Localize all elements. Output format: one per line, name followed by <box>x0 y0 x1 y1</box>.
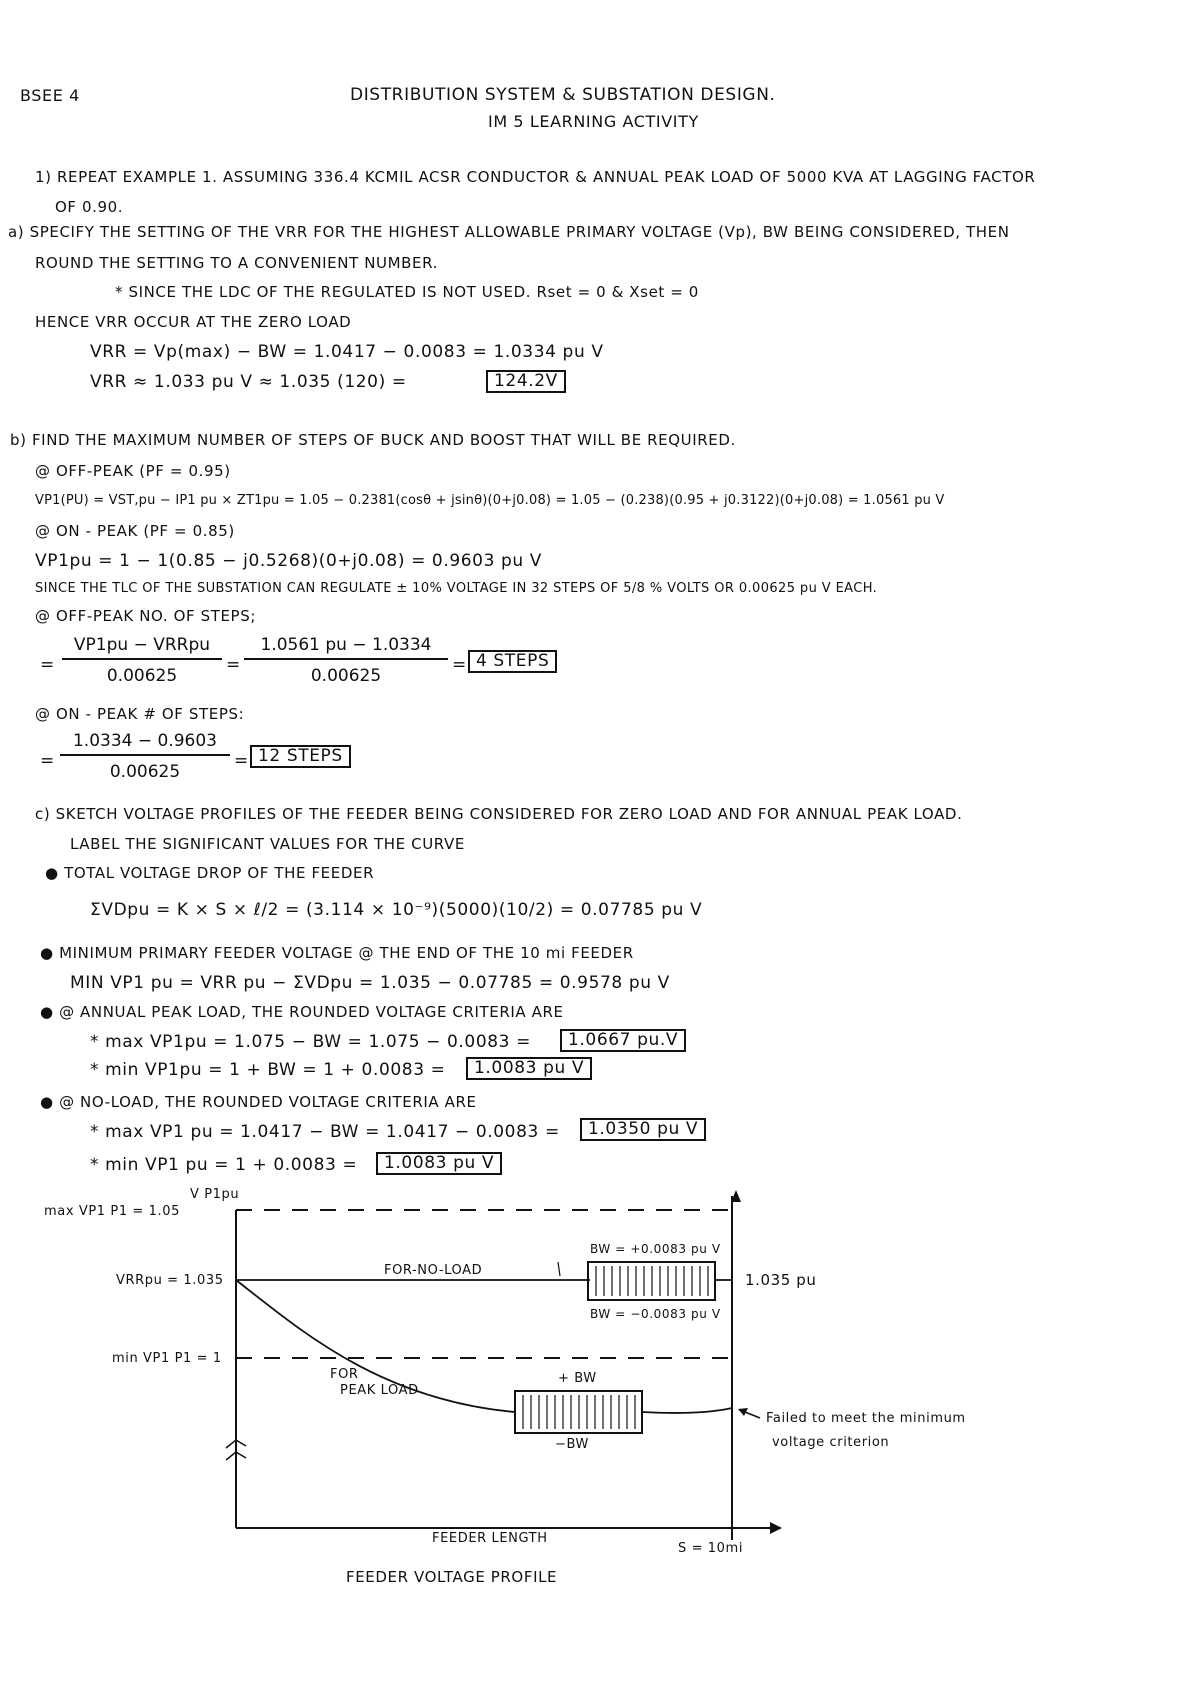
part-c-question-1: c) SKETCH VOLTAGE PROFILES OF THE FEEDER BEING CONSIDERED FOR ZERO LOAD AND FOR ANNUAL PEAK LOAD. <box>35 805 963 823</box>
peak-max-answer-box: 1.0667 pu.V <box>560 1029 686 1052</box>
vrr-label: VRRpu = 1.035 <box>116 1273 224 1288</box>
x-axis-end-label: S = 10mi <box>678 1541 744 1556</box>
bw-minus-top-label: BW = −0.0083 pu V <box>590 1307 721 1321</box>
off-steps-fraction-1-numerator: VP1pu − VRRpu <box>62 635 222 660</box>
on-steps-fraction-numerator: 1.0334 − 0.9603 <box>60 731 230 756</box>
off-steps-fraction-2-denominator: 0.00625 <box>310 666 382 686</box>
bullet-noload-criteria: ● @ NO-LOAD, THE ROUNDED VOLTAGE CRITERIA ARE <box>40 1093 477 1111</box>
right-value-label: 1.035 pu <box>745 1271 817 1289</box>
bullet-peak-criteria-text: @ ANNUAL PEAK LOAD, THE ROUNDED VOLTAGE CRITERIA ARE <box>59 1003 564 1021</box>
part-b-off-steps-label: @ OFF-PEAK NO. OF STEPS; <box>35 607 256 625</box>
peak-load-curve-tail <box>642 1408 732 1413</box>
no-load-tick <box>558 1262 560 1276</box>
failed-criterion-label-1: Failed to meet the minimum <box>766 1411 966 1426</box>
bw-plus-label: + BW <box>558 1371 597 1386</box>
equals-sign: = <box>234 751 249 771</box>
part-a-question-1: a) SPECIFY THE SETTING OF THE VRR FOR THE HIGHEST ALLOWABLE PRIMARY VOLTAGE (Vp), BW BEING CONSIDERED, THEN <box>8 223 1010 241</box>
part-a-note: * SINCE THE LDC OF THE REGULATED IS NOT USED. Rset = 0 & Xset = 0 <box>115 283 699 301</box>
part-a-question-2: ROUND THE SETTING TO A CONVENIENT NUMBER. <box>35 254 438 272</box>
part-b-since: SINCE THE TLC OF THE SUBSTATION CAN REGULATE ± 10% VOLTAGE IN 32 STEPS OF 5/8 % VOLTS OR 0.00625 pu V EACH. <box>35 581 878 596</box>
part-c-question-2: LABEL THE SIGNIFICANT VALUES FOR THE CURVE <box>70 835 465 853</box>
part-b-off-peak-equation: VP1(PU) = VST,pu − IP1 pu × ZT1pu = 1.05 − 0.2381(cosθ + jsinθ)(0+j0.08) = 1.05 − (0.238)(0.95 + j0.3122)(0+j0.08) = 1.0561 pu V <box>35 493 945 508</box>
page-subtitle: IM 5 LEARNING ACTIVITY <box>488 112 699 131</box>
part-b-question: b) FIND THE MAXIMUM NUMBER OF STEPS OF BUCK AND BOOST THAT WILL BE REQUIRED. <box>10 431 736 449</box>
on-steps-answer-box: 12 STEPS <box>250 745 351 768</box>
peak-bandwidth-hatch <box>523 1395 635 1429</box>
part-a-equation-1: VRR = Vp(max) − BW = 1.0417 − 0.0083 = 1.0334 pu V <box>90 342 604 362</box>
part-b-on-peak-label: @ ON - PEAK (PF = 0.85) <box>35 522 235 540</box>
bw-plus-top-label: BW = +0.0083 pu V <box>590 1242 721 1256</box>
bw-minus-label: −BW <box>555 1437 590 1452</box>
bullet-min-voltage: ● MINIMUM PRIMARY FEEDER VOLTAGE @ THE END OF THE 10 mi FEEDER <box>40 944 634 962</box>
min-voltage-equation: MIN VP1 pu = VRR pu − ΣVDpu = 1.035 − 0.07785 = 0.9578 pu V <box>70 973 670 993</box>
noload-min-answer-box: 1.0083 pu V <box>376 1152 502 1175</box>
peak-max-equation: * max VP1pu = 1.075 − BW = 1.075 − 0.0083 = <box>90 1032 531 1052</box>
peak-min-equation: * min VP1pu = 1 + BW = 1 + 0.0083 = <box>90 1060 446 1080</box>
bullet-peak-criteria: ● @ ANNUAL PEAK LOAD, THE ROUNDED VOLTAGE CRITERIA ARE <box>40 1003 564 1021</box>
on-steps-fraction-denominator: 0.00625 <box>109 762 181 782</box>
figure-caption: FEEDER VOLTAGE PROFILE <box>346 1568 558 1586</box>
x-axis-label: FEEDER LENGTH <box>432 1531 548 1546</box>
problem-line-2: OF 0.90. <box>55 198 124 216</box>
off-steps-answer-box: 4 STEPS <box>468 650 557 673</box>
noload-min-equation: * min VP1 pu = 1 + 0.0083 = <box>90 1155 358 1175</box>
bullet-total-drop: ● TOTAL VOLTAGE DROP OF THE FEEDER <box>45 864 375 882</box>
off-steps-fraction-2-numerator: 1.0561 pu − 1.0334 <box>244 635 448 660</box>
equals-sign: = <box>226 655 241 675</box>
bullet-noload-criteria-text: @ NO-LOAD, THE ROUNDED VOLTAGE CRITERIA ARE <box>59 1093 477 1111</box>
max-voltage-label: max VP1 P1 = 1.05 <box>44 1204 181 1219</box>
no-load-label: FOR-NO-LOAD <box>384 1263 483 1278</box>
failed-criterion-label-2: voltage criterion <box>772 1435 890 1450</box>
equals-sign: = <box>40 751 55 771</box>
part-b-on-peak-equation: VP1pu = 1 − 1(0.85 − j0.5268)(0+j0.08) = 0.9603 pu V <box>35 551 543 571</box>
peak-load-label-2: PEAK LOAD <box>340 1383 419 1398</box>
part-a-hence: HENCE VRR OCCUR AT THE ZERO LOAD <box>35 313 352 331</box>
bullet-total-drop-text: TOTAL VOLTAGE DROP OF THE FEEDER <box>64 864 375 882</box>
noload-max-equation: * max VP1 pu = 1.0417 − BW = 1.0417 − 0.0083 = <box>90 1122 560 1142</box>
part-b-off-peak-label: @ OFF-PEAK (PF = 0.95) <box>35 462 231 480</box>
problem-line-1: 1) REPEAT EXAMPLE 1. ASSUMING 336.4 KCMIL ACSR CONDUCTOR & ANNUAL PEAK LOAD OF 5000 KVA AT LAGGING FACTOR <box>35 168 1036 186</box>
peak-load-label-1: FOR <box>330 1367 359 1382</box>
total-drop-equation: ΣVDpu = K × S × ℓ/2 = (3.114 × 10⁻⁹)(5000)(10/2) = 0.07785 pu V <box>90 900 703 920</box>
course-code: BSEE 4 <box>20 86 80 105</box>
peak-min-answer-box: 1.0083 pu V <box>466 1057 592 1080</box>
no-load-bandwidth-hatch <box>596 1266 708 1296</box>
bullet-min-voltage-text: MINIMUM PRIMARY FEEDER VOLTAGE @ THE END OF THE 10 mi FEEDER <box>59 944 634 962</box>
part-a-answer-box: 124.2V <box>486 370 566 393</box>
equals-sign: = <box>452 655 467 675</box>
part-b-on-steps-label: @ ON - PEAK # OF STEPS: <box>35 705 245 723</box>
min-voltage-label: min VP1 P1 = 1 <box>112 1351 222 1366</box>
y-axis-label: V P1pu <box>190 1187 240 1202</box>
off-steps-fraction-1-denominator: 0.00625 <box>106 666 178 686</box>
x-axis-arrow <box>770 1522 782 1534</box>
page-title: DISTRIBUTION SYSTEM & SUBSTATION DESIGN. <box>350 85 776 105</box>
part-a-equation-2: VRR ≈ 1.033 pu V ≈ 1.035 (120) = <box>90 372 407 392</box>
equals-sign: = <box>40 655 55 675</box>
noload-max-answer-box: 1.0350 pu V <box>580 1118 706 1141</box>
